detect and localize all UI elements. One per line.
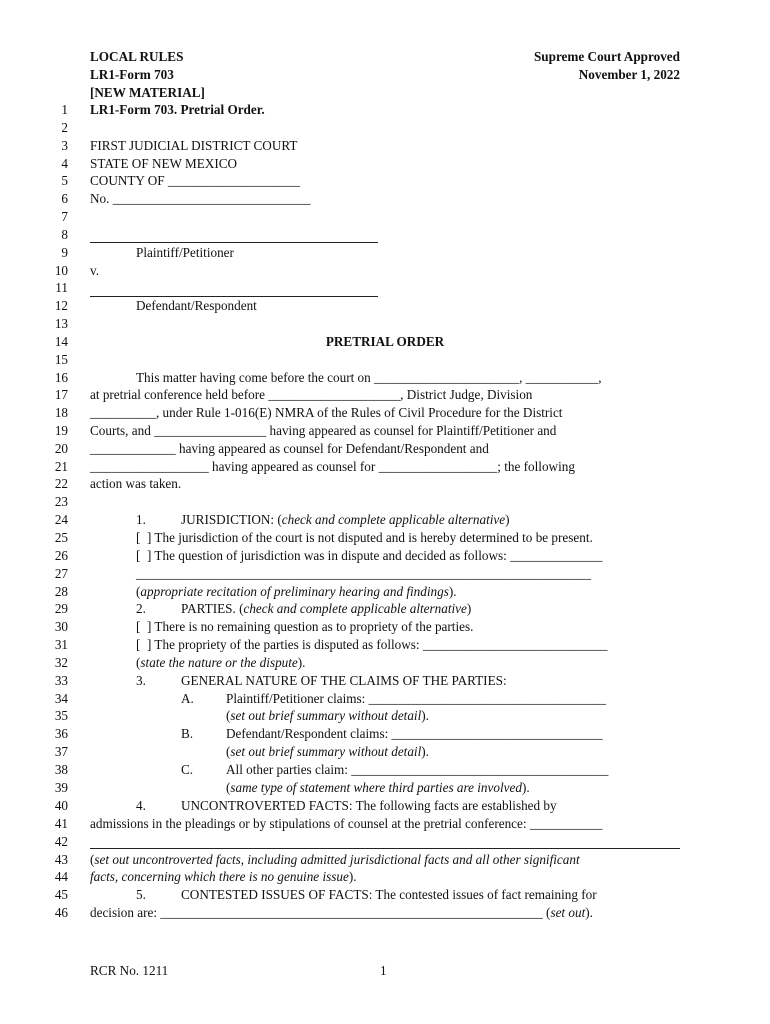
- jurisdiction-blank-line: _____________________________________________________________________: [136, 566, 591, 581]
- line-number: 13: [54, 316, 68, 331]
- line-number: 10: [54, 263, 68, 278]
- intro-line-22: action was taken.: [90, 476, 182, 491]
- line-number: 30: [54, 619, 68, 634]
- defendant-claims-field: Defendant/Respondent claims: ________________________________: [226, 726, 603, 741]
- line-number: 17: [54, 387, 68, 402]
- court-name: FIRST JUDICIAL DISTRICT COURT: [90, 138, 298, 153]
- line-number: 41: [54, 816, 68, 831]
- section-5-heading: CONTESTED ISSUES OF FACTS: The contested issues of fact remaining for: [181, 887, 597, 902]
- claim-b-letter: B.: [181, 726, 194, 741]
- jurisdiction-note: (appropriate recitation of preliminary hearing and findings).: [136, 584, 457, 599]
- header-local-rules: LOCAL RULES: [90, 49, 184, 64]
- line-number: 36: [54, 726, 68, 741]
- line-number: 45: [54, 887, 68, 902]
- intro-line-16: This matter having come before the court on ______________________, ___________,: [136, 370, 602, 385]
- footer-rcr-number: RCR No. 1211: [90, 963, 169, 978]
- line-number: 35: [54, 708, 68, 723]
- jurisdiction-option-disputed: [ ] The question of jurisdiction was in dispute and decided as follows: ______________: [136, 548, 603, 563]
- line-number: 28: [54, 584, 68, 599]
- county-field: COUNTY OF ____________________: [90, 173, 300, 188]
- line-number: 26: [54, 548, 68, 563]
- versus-label: v.: [90, 263, 100, 278]
- line-number: 44: [54, 869, 68, 884]
- uncontroverted-facts-line: admissions in the pleadings or by stipulations of counsel at the pretrial conference: ___________: [90, 816, 603, 831]
- defendant-claims-note: (set out brief summary without detail).: [226, 744, 429, 759]
- line-number: 38: [54, 762, 68, 777]
- plaintiff-claims-note: (set out brief summary without detail).: [226, 708, 429, 723]
- intro-line-19: Courts, and _________________ having appeared as counsel for Plaintiff/Petitioner and: [90, 423, 557, 438]
- header-approval-date: November 1, 2022: [578, 67, 680, 82]
- case-number-field: No. ______________________________: [90, 191, 311, 206]
- line-number: 34: [54, 691, 68, 706]
- line-number: 33: [54, 673, 68, 688]
- line-number: 8: [61, 227, 68, 242]
- line-number: 43: [54, 852, 68, 867]
- line-number: 31: [54, 637, 68, 652]
- section-4-number: 4.: [136, 798, 146, 813]
- section-5-number: 5.: [136, 887, 146, 902]
- other-parties-claims-field: All other parties claim: _______________________________________: [226, 762, 609, 777]
- line-number: 25: [54, 530, 68, 545]
- page-number: 1: [380, 963, 387, 978]
- intro-line-20: _____________ having appeared as counsel for Defendant/Respondent and: [90, 441, 489, 456]
- line-number: 23: [54, 494, 68, 509]
- line-number: 46: [54, 905, 68, 920]
- section-4-heading: UNCONTROVERTED FACTS: The following facts are established by: [181, 798, 557, 813]
- header-form-number: LR1-Form 703: [90, 67, 174, 82]
- intro-line-21: __________________ having appeared as counsel for __________________; the following: [90, 459, 575, 474]
- parties-option-disputed: [ ] The propriety of the parties is disputed as follows: ____________________________: [136, 637, 608, 652]
- header-approval: Supreme Court Approved: [533, 49, 680, 64]
- intro-line-18: __________, under Rule 1-016(E) NMRA of the Rules of Civil Procedure for the District: [90, 405, 563, 420]
- contested-issues-line: decision are: __________________________________________________________ (set out).: [90, 905, 593, 920]
- line-number: 6: [61, 191, 68, 206]
- line-number: 19: [54, 423, 68, 438]
- line-number: 37: [54, 744, 68, 759]
- line-number: 24: [54, 512, 68, 527]
- line-number: 4: [61, 156, 68, 171]
- parties-option-undisputed: [ ] There is no remaining question as to propriety of the parties.: [136, 619, 474, 634]
- line-number: 1: [61, 102, 68, 117]
- line-number: 5: [61, 173, 68, 188]
- line-number: 2: [61, 120, 68, 135]
- line-number: 39: [54, 780, 68, 795]
- plaintiff-label: Plaintiff/Petitioner: [136, 245, 234, 260]
- jurisdiction-option-undisputed: [ ] The jurisdiction of the court is not disputed and is hereby determined to be present.: [136, 530, 593, 545]
- state-name: STATE OF NEW MEXICO: [90, 156, 238, 171]
- uncontroverted-facts-blank: [90, 848, 680, 849]
- line-number: 14: [54, 334, 68, 349]
- section-1-heading: JURISDICTION: (check and complete applicable alternative): [181, 512, 510, 527]
- parties-note: (state the nature or the dispute).: [136, 655, 306, 670]
- section-2-heading: PARTIES. (check and complete applicable alternative): [181, 601, 472, 616]
- claim-a-letter: A.: [181, 691, 194, 706]
- line-number: 32: [54, 655, 68, 670]
- uncontroverted-facts-note-2: facts, concerning which there is no genuine issue).: [90, 869, 357, 884]
- plaintiff-signature-line: [90, 242, 378, 243]
- section-2-number: 2.: [136, 601, 146, 616]
- line-number: 27: [54, 566, 68, 581]
- section-1-number: 1.: [136, 512, 146, 527]
- header-new-material: [NEW MATERIAL]: [90, 85, 205, 100]
- line-number: 16: [54, 370, 68, 385]
- line-number: 22: [54, 476, 68, 491]
- plaintiff-claims-field: Plaintiff/Petitioner claims: ____________________________________: [226, 691, 606, 706]
- uncontroverted-facts-note-1: (set out uncontroverted facts, including admitted jurisdictional facts and all other significant: [90, 852, 580, 867]
- line-number: 21: [54, 459, 68, 474]
- other-parties-claims-note: (same type of statement where third parties are involved).: [226, 780, 530, 795]
- line-number: 9: [61, 245, 68, 260]
- section-3-heading: GENERAL NATURE OF THE CLAIMS OF THE PARTIES:: [181, 673, 507, 688]
- line-number: 11: [55, 280, 68, 295]
- line-number: 7: [61, 209, 68, 224]
- line-number: 40: [54, 798, 68, 813]
- line-number: 3: [61, 138, 68, 153]
- document-title: PRETRIAL ORDER: [325, 334, 445, 349]
- line-number: 29: [54, 601, 68, 616]
- header-form-title: LR1-Form 703. Pretrial Order.: [90, 102, 265, 117]
- claim-c-letter: C.: [181, 762, 194, 777]
- section-3-number: 3.: [136, 673, 146, 688]
- defendant-label: Defendant/Respondent: [136, 298, 257, 313]
- line-number: 20: [54, 441, 68, 456]
- intro-line-17: at pretrial conference held before ____________________, District Judge, Division: [90, 387, 533, 402]
- line-number: 42: [54, 834, 68, 849]
- line-number: 15: [54, 352, 68, 367]
- line-number: 18: [54, 405, 68, 420]
- line-number: 12: [54, 298, 68, 313]
